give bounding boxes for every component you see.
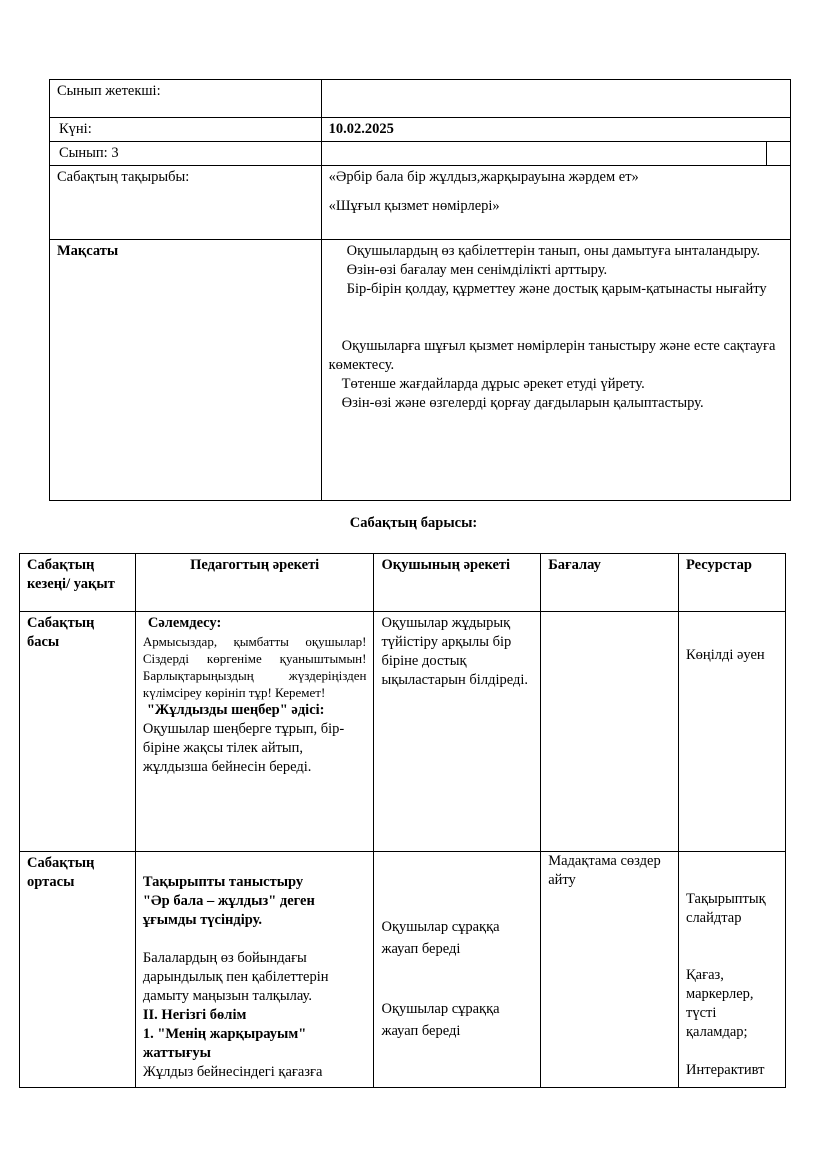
goal-1: Оқушылардың өз қабілеттерін танып, оны дамытуға ынталандыру. (346, 243, 761, 259)
row1-teacher (135, 612, 374, 852)
greeting-text: Армысыздар, қымбатты оқушылар! Сіздерді көргеніме қуаныштымын! Барлықтарыңыздың жүздеріңізден күлімсіреу көрініп тұр! Керемет! (142, 634, 367, 700)
topic-line-1: «Әрбір бала бір жұлдыз,жарқырауына жәрдем ет» (328, 169, 639, 185)
method-text: Оқушылар шеңберге тұрып, бір-біріне жақсы тілек айтып, жұлдызша бейнесін береді. (142, 721, 345, 775)
row2-stage: Сабақтың ортасы (20, 852, 136, 1088)
greeting-title: Сәлемдесу: (147, 615, 222, 631)
class-value (321, 142, 766, 166)
row1-stage: Сабақтың басы (20, 612, 136, 852)
goal-3: Бір-бірін қолдау, құрметтеу және достық қарым-қатынасты нығайту (346, 281, 767, 297)
goals-value (321, 240, 790, 501)
topic-line-2: «Шұғыл қызмет нөмірлері» (328, 198, 500, 214)
teacher-value (321, 80, 790, 118)
row1-student: Оқушылар жұдырық түйістіру арқылы бір біріне достық ықыластарын білдіреді. (374, 612, 541, 852)
goal-2: Өзін-өзі бағалау мен сенімділікті арттыру. (346, 262, 608, 278)
exercise-title: 1. "Менің жарқырауым" жаттығуы (142, 1026, 307, 1061)
row1-assessment (541, 612, 679, 852)
goal-6: Өзін-өзі және өзгелерді қорғау дағдыларын қалыптастыру. (341, 395, 704, 411)
row2-student (374, 852, 541, 1088)
date-label: Күні: (50, 118, 322, 142)
header-assessment: Бағалау (541, 554, 679, 612)
main-part-title: II. Негізгі бөлім (142, 1007, 247, 1023)
date-value: 10.02.2025 (321, 118, 790, 142)
intro-title: Тақырыпты таныстыру (142, 874, 304, 890)
teacher-label: Сынып жетекші: (50, 80, 322, 118)
class-label: Сынып: 3 (50, 142, 322, 166)
lesson-info-table (49, 79, 791, 501)
header-resources: Ресурстар (679, 554, 786, 612)
goal-4: Оқушыларға шұғыл қызмет нөмірлерін таныстыру және есте сақтауға көмектесу. (328, 338, 776, 373)
resource-slides: Тақырыптық слайдтар (686, 891, 766, 926)
goal-5: Төтенше жағдайларда дұрыс әрекет етуді үйрету. (341, 376, 645, 392)
goals-label: Мақсаты (50, 240, 322, 501)
row2-resources (679, 852, 786, 1088)
header-stage: Сабақтың кезеңі/ уақыт (20, 554, 136, 612)
concept-title: "Әр бала – жұлдыз" деген ұғымды түсіндіру. (142, 893, 315, 928)
discussion-text: Балалардың өз бойындағы дарындылық пен қабілеттерін дамыту маңызын талқылау. (142, 950, 329, 1004)
section-title: Сабақтың барысы: (349, 515, 478, 531)
student-answer-2: Оқушылар сұраққа жауап береді (381, 1001, 500, 1039)
class-extra-cell (767, 142, 791, 166)
student-answer-1: Оқушылар сұраққа жауап береді (381, 919, 500, 957)
row1-resources: Көңілді әуен (679, 612, 786, 852)
exercise-text: Жұлдыз бейнесіндегі қағазға (142, 1064, 323, 1080)
resource-materials: Қағаз, маркерлер, түсті қаламдар; (686, 967, 754, 1040)
row2-teacher (135, 852, 374, 1088)
method-title: "Жұлдызды шеңбер" әдісі: (146, 702, 325, 718)
topic-value (321, 166, 790, 240)
row2-assessment: Мадақтама сөздер айту (541, 852, 679, 1088)
header-teacher: Педагогтың әрекеті (135, 554, 374, 612)
resource-interactive: Интерактивт (686, 1062, 765, 1078)
lesson-process-table (19, 553, 786, 1088)
topic-label: Сабақтың тақырыбы: (50, 166, 322, 240)
header-student: Оқушының әрекеті (374, 554, 541, 612)
